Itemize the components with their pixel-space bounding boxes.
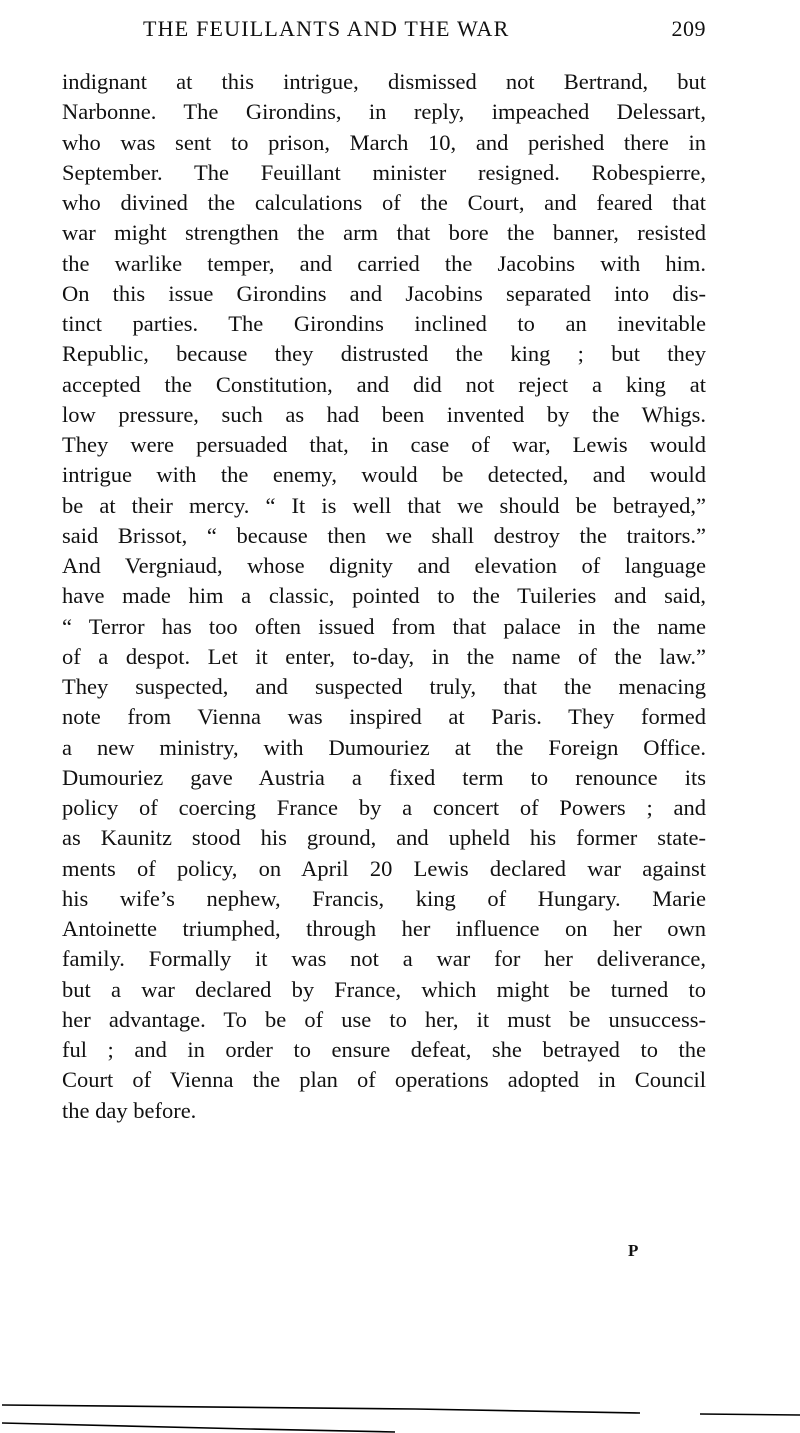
text-line: And Vergniaud, whose dignity and elevation of language bbox=[62, 553, 706, 578]
text-line: September. The Feuillant minister resigned. Robespierre, bbox=[62, 159, 706, 185]
text-line: have made him a classic, pointed to the Tuileries and said, bbox=[62, 583, 706, 609]
text-line: as Kaunitz stood his ground, and upheld his former state- bbox=[62, 825, 706, 851]
text-line: of a despot. Let it enter, to-day, in the name of the law.” bbox=[62, 643, 706, 669]
text-line: low pressure, such as had been invented by the Whigs. bbox=[62, 401, 706, 427]
body-text bbox=[62, 67, 706, 1126]
running-header bbox=[143, 16, 706, 48]
text-line: who divined the calculations of the Court, and feared that bbox=[62, 190, 706, 215]
text-line: They suspected, and suspected truly, that the menacing bbox=[62, 674, 706, 699]
text-line: Dumouriez gave Austria a fixed term to renounce its bbox=[62, 764, 706, 790]
scan-edge-lines bbox=[0, 1400, 800, 1433]
text-line: Narbonne. The Girondins, in reply, impeached Delessart, bbox=[62, 99, 706, 125]
text-line: but a war declared by France, which might be turned to bbox=[62, 976, 706, 1002]
text-line: They were persuaded that, in case of war, Lewis would bbox=[62, 432, 706, 457]
text-line: On this issue Girondins and Jacobins separated into dis- bbox=[62, 280, 706, 306]
page-number: 209 bbox=[671, 16, 706, 41]
text-line: her advantage. To be of use to her, it must be unsuccess- bbox=[62, 1006, 706, 1032]
text-line: accepted the Constitution, and did not reject a king at bbox=[62, 371, 706, 397]
text-line: intrigue with the enemy, would be detected, and would bbox=[62, 462, 706, 488]
text-line: war might strengthen the arm that bore the banner, resisted bbox=[62, 220, 706, 246]
running-title: THE FEUILLANTS AND THE WAR bbox=[143, 16, 510, 41]
text-line: who was sent to prison, March 10, and perished there in bbox=[62, 129, 706, 155]
text-line: note from Vienna was inspired at Paris. They formed bbox=[62, 704, 706, 730]
text-line: Republic, because they distrusted the king ; but they bbox=[62, 341, 706, 367]
text-line: “ Terror has too often issued from that palace in the name bbox=[62, 613, 706, 639]
text-line: said Brissot, “ because then we shall destroy the traitors.” bbox=[62, 522, 706, 548]
text-line: policy of coercing France by a concert of Powers ; and bbox=[62, 795, 706, 820]
text-line: family. Formally it was not a war for her deliverance, bbox=[62, 946, 706, 972]
text-line: his wife’s nephew, Francis, king of Hungary. Marie bbox=[62, 885, 706, 911]
text-line: ments of policy, on April 20 Lewis declared war against bbox=[62, 855, 706, 881]
text-line: the warlike temper, and carried the Jacobins with him. bbox=[62, 250, 706, 276]
text-line: tinct parties. The Girondins inclined to an inevitable bbox=[62, 311, 706, 336]
text-line: the day before. bbox=[62, 1097, 197, 1123]
text-line: Court of Vienna the plan of operations adopted in Council bbox=[62, 1067, 706, 1093]
signature-mark: P bbox=[628, 1241, 639, 1260]
text-line: indignant at this intrigue, dismissed not Bertrand, but bbox=[62, 69, 706, 94]
text-line: be at their mercy. “ It is well that we should be betrayed,” bbox=[62, 492, 706, 518]
text-line: Antoinette triumphed, through her influence on her own bbox=[62, 916, 706, 941]
text-line: a new ministry, with Dumouriez at the Foreign Office. bbox=[62, 734, 706, 760]
text-line: ful ; and in order to ensure defeat, she betrayed to the bbox=[62, 1037, 706, 1062]
